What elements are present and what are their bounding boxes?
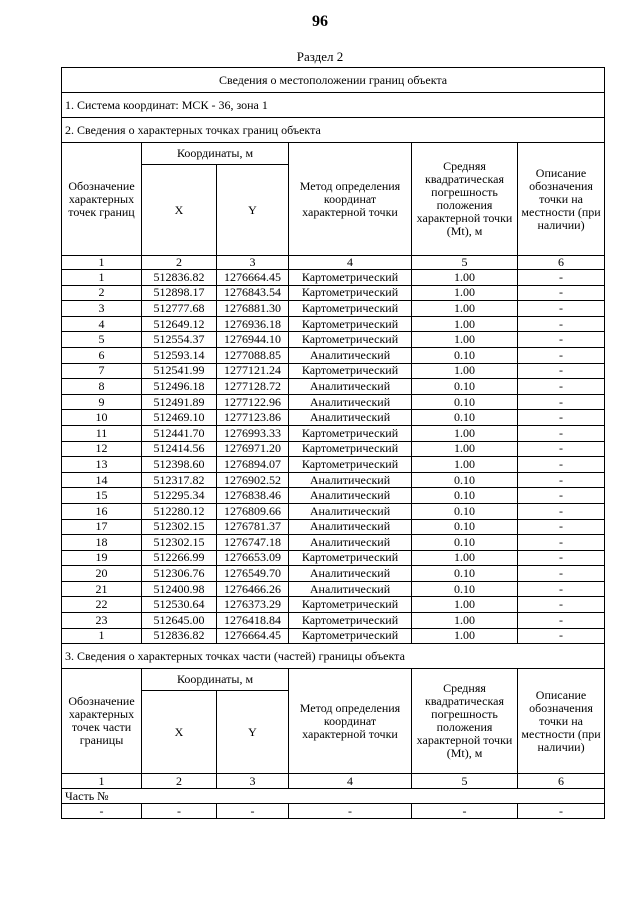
y-coordinate: 1276747.18 xyxy=(217,535,289,551)
y-coordinate: 1276843.54 xyxy=(217,285,289,301)
description-cell: - xyxy=(518,503,605,519)
x-coordinate: 512266.99 xyxy=(142,550,217,566)
error-cell: 0.10 xyxy=(412,503,518,519)
error-cell: 1.00 xyxy=(412,332,518,348)
method-cell: Картометрический xyxy=(289,613,412,629)
error-cell: 0.10 xyxy=(412,379,518,395)
column-number-row xyxy=(62,256,605,270)
point-number: 4 xyxy=(62,316,142,332)
x-coordinate: 512496.18 xyxy=(142,379,217,395)
error-cell: 1.00 xyxy=(412,425,518,441)
method-cell: Картометрический xyxy=(289,301,412,317)
error-cell: 1.00 xyxy=(412,597,518,613)
empty-cell: - xyxy=(62,804,142,819)
part-section-title: 3. Сведения о характерных точках части (частей) границы объекта xyxy=(62,644,605,669)
description-cell: - xyxy=(518,613,605,629)
y-coordinate: 1277121.24 xyxy=(217,363,289,379)
x-coordinate: 512530.64 xyxy=(142,597,217,613)
points-section-title: 2. Сведения о характерных точках границ объекта xyxy=(62,118,605,143)
method-cell: Картометрический xyxy=(289,425,412,441)
error-cell: 0.10 xyxy=(412,535,518,551)
y-coordinate: 1276971.20 xyxy=(217,441,289,457)
x-coordinate: 512400.98 xyxy=(142,581,217,597)
column-number: 4 xyxy=(289,256,412,270)
table-row xyxy=(62,535,605,551)
table-row xyxy=(62,316,605,332)
y-coordinate: 1276664.45 xyxy=(217,628,289,644)
description-cell: - xyxy=(518,285,605,301)
x-coordinate: 512541.99 xyxy=(142,363,217,379)
column-number: 5 xyxy=(412,256,518,270)
column-number: 6 xyxy=(518,774,605,789)
table-row xyxy=(62,394,605,410)
x-coordinate: 512302.15 xyxy=(142,519,217,535)
point-number: 13 xyxy=(62,457,142,473)
description-cell: - xyxy=(518,379,605,395)
column-number: 2 xyxy=(142,256,217,270)
y-coordinate: 1276894.07 xyxy=(217,457,289,473)
y-coordinate: 1276944.10 xyxy=(217,332,289,348)
x-coordinate: 512491.89 xyxy=(142,394,217,410)
column-number-row-2 xyxy=(62,774,605,789)
description-cell: - xyxy=(518,270,605,286)
point-number: 10 xyxy=(62,410,142,426)
header-coordinates: Координаты, м xyxy=(142,143,289,165)
column-number: 2 xyxy=(142,774,217,789)
method-cell: Картометрический xyxy=(289,332,412,348)
part-label: Часть № xyxy=(62,789,605,804)
method-cell: Аналитический xyxy=(289,379,412,395)
y-coordinate: 1276418.84 xyxy=(217,613,289,629)
error-cell: 1.00 xyxy=(412,628,518,644)
x-coordinate: 512414.56 xyxy=(142,441,217,457)
table-title: Сведения о местоположении границ объекта xyxy=(62,68,605,93)
table-row xyxy=(62,285,605,301)
table-row xyxy=(62,581,605,597)
table-row xyxy=(62,472,605,488)
method-cell: Аналитический xyxy=(289,535,412,551)
point-number: 18 xyxy=(62,535,142,551)
table-row xyxy=(62,519,605,535)
error-cell: 1.00 xyxy=(412,457,518,473)
description-cell: - xyxy=(518,581,605,597)
point-number: 16 xyxy=(62,503,142,519)
point-number: 8 xyxy=(62,379,142,395)
error-cell: 0.10 xyxy=(412,410,518,426)
x-coordinate: 512441.70 xyxy=(142,425,217,441)
page-number: 96 xyxy=(312,13,328,30)
x-coordinate: 512302.15 xyxy=(142,535,217,551)
y-coordinate: 1276653.09 xyxy=(217,550,289,566)
point-number: 11 xyxy=(62,425,142,441)
header-error: Средняя квадратическая погрешность положения характерной точки (Mt), м xyxy=(412,143,518,256)
y-coordinate: 1276664.45 xyxy=(217,270,289,286)
table-row xyxy=(62,425,605,441)
point-number: 1 xyxy=(62,628,142,644)
table-row xyxy=(62,550,605,566)
section-label: Раздел 2 xyxy=(296,49,344,64)
x-coordinate: 512898.17 xyxy=(142,285,217,301)
method-cell: Картометрический xyxy=(289,457,412,473)
table-row xyxy=(62,363,605,379)
x-coordinate: 512317.82 xyxy=(142,472,217,488)
table-row xyxy=(62,503,605,519)
x-coordinate: 512593.14 xyxy=(142,347,217,363)
error-cell: 0.10 xyxy=(412,347,518,363)
y-coordinate: 1276549.70 xyxy=(217,566,289,582)
x-coordinate: 512836.82 xyxy=(142,628,217,644)
method-cell: Картометрический xyxy=(289,550,412,566)
empty-cell: - xyxy=(518,804,605,819)
description-cell: - xyxy=(518,441,605,457)
table-row xyxy=(62,410,605,426)
boundary-table xyxy=(61,67,605,819)
column-number: 5 xyxy=(412,774,518,789)
table-row xyxy=(62,301,605,317)
y-coordinate: 1276809.66 xyxy=(217,503,289,519)
table-row xyxy=(62,457,605,473)
table-row xyxy=(62,566,605,582)
column-number: 3 xyxy=(217,256,289,270)
point-number: 12 xyxy=(62,441,142,457)
error-cell: 1.00 xyxy=(412,285,518,301)
description-cell: - xyxy=(518,472,605,488)
description-cell: - xyxy=(518,347,605,363)
point-number: 17 xyxy=(62,519,142,535)
header-y: Y xyxy=(217,165,289,256)
table-row xyxy=(62,628,605,644)
error-cell: 1.00 xyxy=(412,441,518,457)
error-cell: 0.10 xyxy=(412,472,518,488)
header2-method: Метод определения координат характерной точки xyxy=(289,669,412,774)
table-row xyxy=(62,332,605,348)
method-cell: Аналитический xyxy=(289,472,412,488)
description-cell: - xyxy=(518,535,605,551)
point-number: 21 xyxy=(62,581,142,597)
method-cell: Аналитический xyxy=(289,503,412,519)
method-cell: Аналитический xyxy=(289,394,412,410)
header-description: Описание обозначения точки на местности (при наличии) xyxy=(518,143,605,256)
error-cell: 0.10 xyxy=(412,488,518,504)
header2-description: Описание обозначения точки на местности (при наличии) xyxy=(518,669,605,774)
y-coordinate: 1276781.37 xyxy=(217,519,289,535)
description-cell: - xyxy=(518,457,605,473)
point-number: 23 xyxy=(62,613,142,629)
table-row xyxy=(62,488,605,504)
method-cell: Картометрический xyxy=(289,363,412,379)
column-number: 3 xyxy=(217,774,289,789)
column-number: 1 xyxy=(62,774,142,789)
error-cell: 1.00 xyxy=(412,363,518,379)
error-cell: 0.10 xyxy=(412,566,518,582)
part-empty-row xyxy=(62,804,605,819)
y-coordinate: 1276993.33 xyxy=(217,425,289,441)
point-number: 9 xyxy=(62,394,142,410)
description-cell: - xyxy=(518,488,605,504)
y-coordinate: 1276373.29 xyxy=(217,597,289,613)
table-row xyxy=(62,597,605,613)
header2-designation: Обозначение характерных точек части границы xyxy=(62,669,142,774)
x-coordinate: 512836.82 xyxy=(142,270,217,286)
description-cell: - xyxy=(518,425,605,441)
description-cell: - xyxy=(518,566,605,582)
x-coordinate: 512306.76 xyxy=(142,566,217,582)
x-coordinate: 512777.68 xyxy=(142,301,217,317)
method-cell: Аналитический xyxy=(289,410,412,426)
header-method: Метод определения координат характерной точки xyxy=(289,143,412,256)
description-cell: - xyxy=(518,332,605,348)
error-cell: 1.00 xyxy=(412,270,518,286)
y-coordinate: 1276838.46 xyxy=(217,488,289,504)
table-row xyxy=(62,270,605,286)
method-cell: Аналитический xyxy=(289,347,412,363)
point-number: 22 xyxy=(62,597,142,613)
y-coordinate: 1276936.18 xyxy=(217,316,289,332)
method-cell: Картометрический xyxy=(289,597,412,613)
header2-error: Средняя квадратическая погрешность положения характерной точки (Mt), м xyxy=(412,669,518,774)
point-number: 15 xyxy=(62,488,142,504)
column-number: 6 xyxy=(518,256,605,270)
point-number: 14 xyxy=(62,472,142,488)
point-number: 20 xyxy=(62,566,142,582)
description-cell: - xyxy=(518,301,605,317)
point-number: 5 xyxy=(62,332,142,348)
empty-cell: - xyxy=(412,804,518,819)
method-cell: Аналитический xyxy=(289,581,412,597)
header2-y: Y xyxy=(217,691,289,774)
header-designation: Обозначение характерных точек границ xyxy=(62,143,142,256)
method-cell: Аналитический xyxy=(289,566,412,582)
method-cell: Аналитический xyxy=(289,519,412,535)
description-cell: - xyxy=(518,316,605,332)
x-coordinate: 512280.12 xyxy=(142,503,217,519)
empty-cell: - xyxy=(142,804,217,819)
x-coordinate: 512645.00 xyxy=(142,613,217,629)
method-cell: Картометрический xyxy=(289,316,412,332)
x-coordinate: 512295.34 xyxy=(142,488,217,504)
point-number: 3 xyxy=(62,301,142,317)
y-coordinate: 1277123.86 xyxy=(217,410,289,426)
point-number: 6 xyxy=(62,347,142,363)
method-cell: Картометрический xyxy=(289,270,412,286)
method-cell: Картометрический xyxy=(289,628,412,644)
error-cell: 1.00 xyxy=(412,301,518,317)
error-cell: 1.00 xyxy=(412,316,518,332)
empty-cell: - xyxy=(217,804,289,819)
error-cell: 1.00 xyxy=(412,550,518,566)
x-coordinate: 512649.12 xyxy=(142,316,217,332)
column-number: 1 xyxy=(62,256,142,270)
header2-x: X xyxy=(142,691,217,774)
x-coordinate: 512554.37 xyxy=(142,332,217,348)
column-number: 4 xyxy=(289,774,412,789)
table-row xyxy=(62,613,605,629)
method-cell: Картометрический xyxy=(289,441,412,457)
method-cell: Картометрический xyxy=(289,285,412,301)
error-cell: 0.10 xyxy=(412,394,518,410)
y-coordinate: 1277088.85 xyxy=(217,347,289,363)
table-row xyxy=(62,441,605,457)
header2-coordinates: Координаты, м xyxy=(142,669,289,691)
y-coordinate: 1276466.26 xyxy=(217,581,289,597)
description-cell: - xyxy=(518,628,605,644)
y-coordinate: 1276881.30 xyxy=(217,301,289,317)
description-cell: - xyxy=(518,394,605,410)
table-row xyxy=(62,379,605,395)
y-coordinate: 1276902.52 xyxy=(217,472,289,488)
y-coordinate: 1277128.72 xyxy=(217,379,289,395)
description-cell: - xyxy=(518,410,605,426)
x-coordinate: 512398.60 xyxy=(142,457,217,473)
error-cell: 0.10 xyxy=(412,581,518,597)
description-cell: - xyxy=(518,519,605,535)
coord-system: 1. Система координат: МСК - 36, зона 1 xyxy=(62,93,605,118)
method-cell: Аналитический xyxy=(289,488,412,504)
header-x: X xyxy=(142,165,217,256)
point-number: 2 xyxy=(62,285,142,301)
x-coordinate: 512469.10 xyxy=(142,410,217,426)
point-number: 1 xyxy=(62,270,142,286)
y-coordinate: 1277122.96 xyxy=(217,394,289,410)
error-cell: 0.10 xyxy=(412,519,518,535)
error-cell: 1.00 xyxy=(412,613,518,629)
description-cell: - xyxy=(518,363,605,379)
point-number: 19 xyxy=(62,550,142,566)
empty-cell: - xyxy=(289,804,412,819)
point-number: 7 xyxy=(62,363,142,379)
table-row xyxy=(62,347,605,363)
description-cell: - xyxy=(518,597,605,613)
description-cell: - xyxy=(518,550,605,566)
